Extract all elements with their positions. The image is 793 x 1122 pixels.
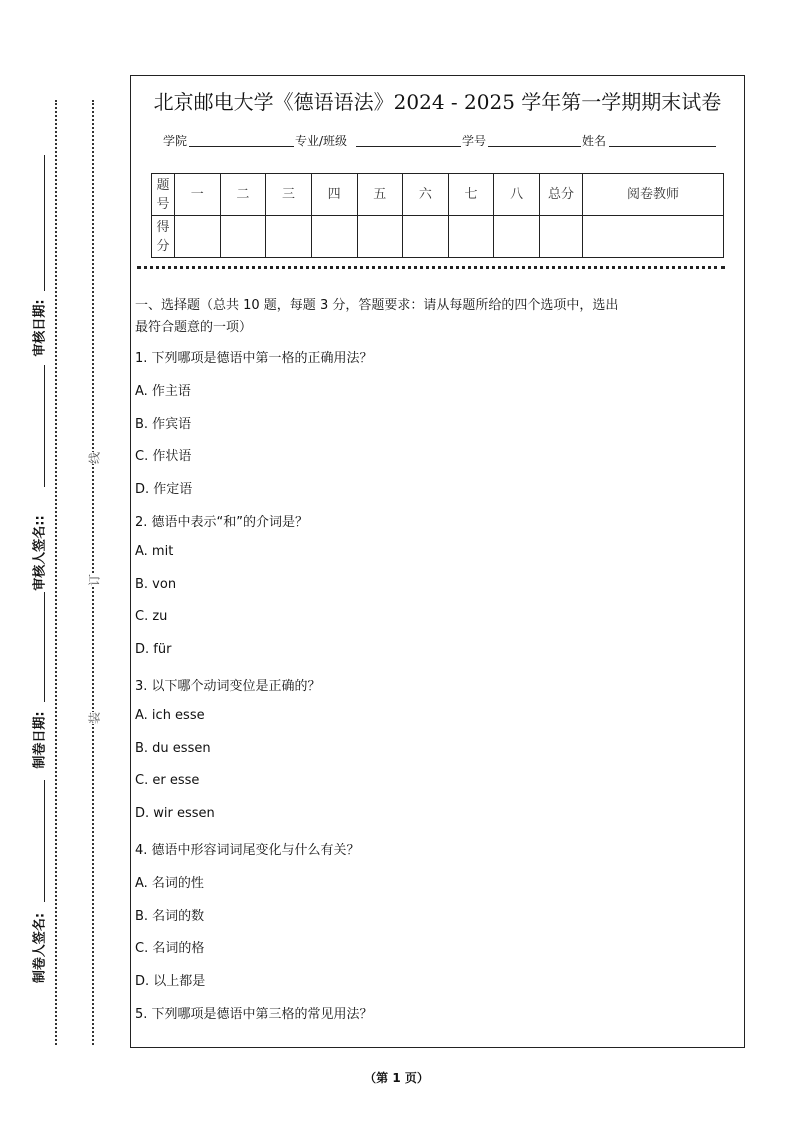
binding-mark: 订 [87,573,102,587]
header-cell: 三 [266,174,312,216]
name-field[interactable] [609,146,716,147]
option[interactable]: A. mit [135,543,174,559]
option[interactable]: D. 作定语 [135,482,193,498]
dotted-separator [137,266,725,269]
option[interactable]: D. wir essen [135,806,215,822]
score-cell[interactable] [448,216,494,258]
exam-title: 北京邮电大学《德语语法》2024 - 2025 学年第一学期期末试卷 [153,90,722,114]
maker-sign-field[interactable] [44,780,45,902]
score-cell[interactable] [220,216,266,258]
option[interactable]: C. er esse [135,773,200,789]
question: 1. 下列哪项是德语中第一格的正确用法？ [135,351,373,366]
question: 5. 下列哪项是德语中第三格的常见用法？ [135,1007,373,1022]
college-label: 学院 [163,134,188,148]
score-cell[interactable] [403,216,449,258]
score-header-row [152,174,724,216]
score-row [152,216,724,258]
header-cell: 八 [494,174,540,216]
header-cell: 七 [448,174,494,216]
page-number: （第 1 页） [364,1071,429,1085]
name-label: 姓名 [582,134,607,148]
make-date-field[interactable] [44,592,45,702]
option[interactable]: A. 名词的性 [135,875,204,891]
option[interactable]: D. 以上都是 [135,974,206,990]
student-id-label: 学号 [462,134,487,148]
header-cell: 题号 [152,174,175,216]
option[interactable]: B. 作宾语 [135,416,192,432]
option[interactable]: A. 作主语 [135,383,191,399]
row-label: 得分 [152,216,175,258]
option[interactable]: C. 名词的格 [135,941,205,957]
binding-mark: 装 [87,711,102,725]
section-intro: 最符合题意的一项） [135,320,253,335]
header-cell: 六 [403,174,449,216]
header-cell: 四 [311,174,357,216]
question: 3. 以下哪个动词变位是正确的？ [135,679,321,694]
score-cell[interactable] [583,216,724,258]
review-date-label: 审核日期: [32,299,48,357]
option[interactable]: B. von [135,576,177,592]
option[interactable]: D. für [135,642,172,658]
header-cell: 五 [357,174,403,216]
college-field[interactable] [189,146,294,147]
option[interactable]: C. zu [135,609,168,625]
header-cell: 总分 [540,174,583,216]
student-id-field[interactable] [488,146,581,147]
option[interactable]: C. 作状语 [135,449,192,465]
header-cell: 一 [175,174,221,216]
binding-mark: 线 [87,451,102,465]
review-date-field[interactable] [44,155,45,291]
option[interactable]: B. du essen [135,740,211,756]
maker-sign-label: 制卷人签名: [32,912,48,984]
make-date-label: 制卷日期: [32,711,48,769]
score-cell[interactable] [494,216,540,258]
question: 4. 德语中形容词词尾变化与什么有关？ [135,843,360,858]
header-cell: 二 [220,174,266,216]
reviewer-sign-label: 审核人签名:: [32,515,48,591]
binding-dotted-line [55,100,57,1045]
reviewer-sign-field[interactable] [44,365,45,487]
binding-dotted-line [92,100,94,1045]
header-cell: 阅卷教师 [583,174,724,216]
section-intro: 一、选择题（总共 10 题，每题 3 分，答题要求：请从每题所给的四个选项中，选出 [135,298,619,313]
major-label: 专业/班级 [295,134,348,148]
score-cell[interactable] [357,216,403,258]
score-cell[interactable] [540,216,583,258]
score-cell[interactable] [175,216,221,258]
question: 2. 德语中表示“和”的介词是？ [135,515,309,530]
score-table [151,173,724,258]
option[interactable]: A. ich esse [135,707,205,723]
option[interactable]: B. 名词的数 [135,908,205,924]
score-cell[interactable] [266,216,312,258]
score-cell[interactable] [311,216,357,258]
major-field[interactable] [356,146,461,147]
